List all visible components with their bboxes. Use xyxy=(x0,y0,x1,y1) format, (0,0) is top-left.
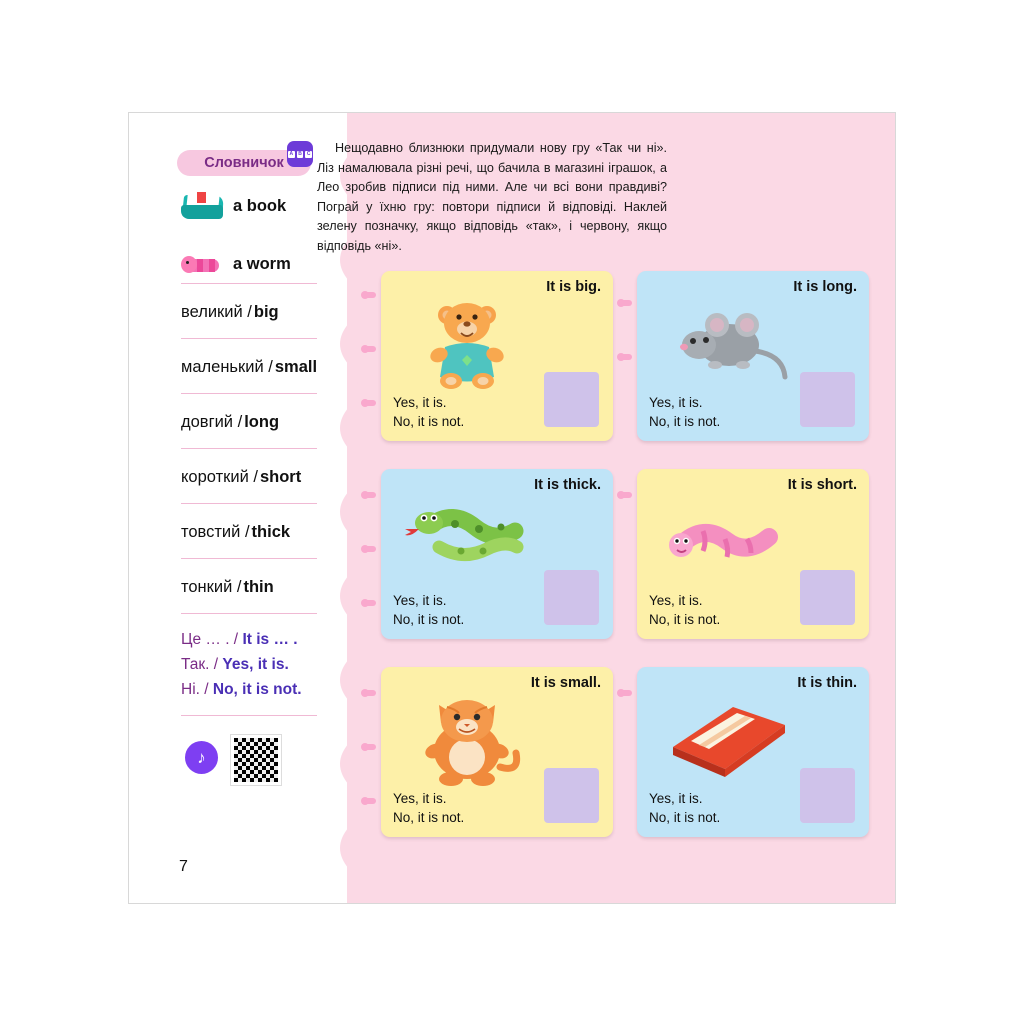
word-pair-en: thin xyxy=(243,578,274,596)
answer-yes: Yes, it is. xyxy=(649,592,703,608)
divider xyxy=(181,715,317,716)
answer-yes: Yes, it is. xyxy=(393,592,447,608)
card-title: It is small. xyxy=(530,675,601,691)
worm-icon xyxy=(181,247,225,281)
word-pair-uk: довгий / xyxy=(181,413,243,431)
sticker-slot[interactable] xyxy=(800,570,855,625)
card-title: It is short. xyxy=(787,477,857,493)
divider xyxy=(181,283,317,284)
decorative-worm-icon xyxy=(361,345,377,354)
teddy-bear-illustration xyxy=(395,293,545,393)
phrase-en: Yes, it is. xyxy=(222,656,289,673)
word-pair-thick xyxy=(181,523,290,542)
answer-no: No, it is not. xyxy=(393,414,465,430)
sticker-slot[interactable] xyxy=(800,768,855,823)
word-pair-uk: великий / xyxy=(181,303,252,321)
phrase-no xyxy=(181,681,302,699)
sticker-slot[interactable] xyxy=(544,768,599,823)
worm-illustration xyxy=(651,491,801,591)
answer-yes: Yes, it is. xyxy=(393,394,447,410)
sticker-slot[interactable] xyxy=(544,570,599,625)
qr-code-icon[interactable] xyxy=(231,735,281,785)
divider xyxy=(181,338,317,339)
mouse-illustration xyxy=(651,293,801,393)
card-answers xyxy=(649,393,720,432)
answer-yes: Yes, it is. xyxy=(649,790,703,806)
divider xyxy=(181,613,317,614)
decorative-worm-icon xyxy=(361,743,377,752)
card-answers xyxy=(393,591,464,630)
phrase-uk: Ні. / xyxy=(181,681,213,698)
phrase-en: No, it is not. xyxy=(212,681,302,698)
word-pair-en: big xyxy=(253,303,279,321)
vocabulary-column xyxy=(129,113,347,904)
word-pair-long xyxy=(181,413,279,432)
word-pair-en: long xyxy=(244,413,280,431)
vocabulary-item-worm xyxy=(181,247,291,281)
phrase-it-is xyxy=(181,631,298,649)
phrase-uk: Це … . / xyxy=(181,631,243,648)
sticker-slot[interactable] xyxy=(544,372,599,427)
vocabulary-item-book xyxy=(181,189,286,223)
card-title: It is long. xyxy=(793,279,857,295)
word-pair-uk: тонкий / xyxy=(181,578,242,596)
answer-no: No, it is not. xyxy=(649,810,721,826)
abc-icon: A B C xyxy=(287,141,313,167)
headphones-icon[interactable]: ♪ xyxy=(185,741,218,774)
sticker-slot[interactable] xyxy=(800,372,855,427)
phrase-yes xyxy=(181,656,289,674)
answer-no: No, it is not. xyxy=(649,414,721,430)
word-pair-uk: товстий / xyxy=(181,523,250,541)
word-pair-uk: короткий / xyxy=(181,468,258,486)
answer-yes: Yes, it is. xyxy=(393,790,447,806)
card-answers xyxy=(649,789,720,828)
decorative-worm-icon xyxy=(617,299,633,308)
book-illustration xyxy=(651,689,801,789)
divider xyxy=(181,448,317,449)
word-pair-en: thick xyxy=(251,523,291,541)
vocabulary-item-label: a book xyxy=(233,196,287,215)
exercise-card-small[interactable] xyxy=(381,667,613,837)
exercise-card-thin[interactable] xyxy=(637,667,869,837)
exercise-instructions: Нещодавно близнюки придумали нову гру «Так чи ні». Ліз намалювала різні речі, що бачила в магазині іграшок, а Лео зробив підписи під ними. Але чи всі вони правдиві? Пограй у їхню гру: повтори підписи й відповіді. Наклей зелену позначку, якщо відповідь «так», і червону, якщо відповідь «ні». xyxy=(317,141,667,253)
phrase-uk: Так. / xyxy=(181,656,223,673)
divider xyxy=(181,393,317,394)
decorative-worm-icon xyxy=(361,491,377,500)
answer-no: No, it is not. xyxy=(649,612,721,628)
decorative-worm-icon xyxy=(617,353,633,362)
card-answers xyxy=(393,393,464,432)
answer-no: No, it is not. xyxy=(393,810,465,826)
decorative-worm-icon xyxy=(361,291,377,300)
exercise-card-thick[interactable] xyxy=(381,469,613,639)
workbook-page xyxy=(128,112,896,904)
decorative-worm-icon xyxy=(617,689,633,698)
answer-yes: Yes, it is. xyxy=(649,394,703,410)
divider xyxy=(181,503,317,504)
word-pair-big xyxy=(181,303,279,322)
decorative-worm-icon xyxy=(361,399,377,408)
exercise-card-big[interactable] xyxy=(381,271,613,441)
word-pair-en: short xyxy=(259,468,302,486)
snake-illustration xyxy=(395,491,545,591)
page-number: 7 xyxy=(179,858,188,875)
answer-no: No, it is not. xyxy=(393,612,465,628)
word-pair-uk: маленький / xyxy=(181,358,273,376)
exercise-card-long[interactable] xyxy=(637,271,869,441)
decorative-worm-icon xyxy=(361,545,377,554)
word-pair-short xyxy=(181,468,301,487)
decorative-worm-icon xyxy=(361,689,377,698)
book-icon xyxy=(181,189,225,223)
card-title: It is thick. xyxy=(534,477,601,493)
card-title: It is big. xyxy=(546,279,601,295)
decorative-worm-icon xyxy=(361,797,377,806)
exercise-card-short[interactable] xyxy=(637,469,869,639)
decorative-worm-icon xyxy=(617,491,633,500)
decorative-worm-icon xyxy=(361,599,377,608)
card-title: It is thin. xyxy=(797,675,857,691)
card-answers xyxy=(393,789,464,828)
phrase-en: It is … . xyxy=(242,631,298,648)
word-pair-en: small xyxy=(274,358,318,376)
word-pair-small xyxy=(181,358,317,377)
cat-illustration xyxy=(395,689,545,789)
word-pair-thin xyxy=(181,578,274,597)
vocabulary-item-label: a worm xyxy=(233,254,291,273)
vocabulary-heading: Словничок xyxy=(177,150,311,176)
card-answers xyxy=(649,591,720,630)
divider xyxy=(181,558,317,559)
